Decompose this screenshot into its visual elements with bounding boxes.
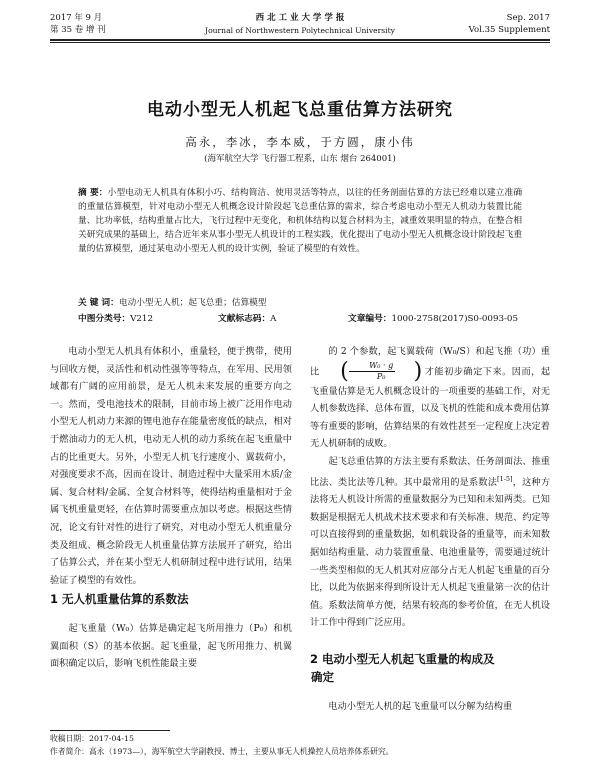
header-journal-cn: 西 北 工 业 大 学 学 报: [255, 13, 345, 23]
right-paragraph-1-end: 才能初步确定下来。因而，起飞重量估算是无人机概念设计的一项重要的基础工作，对无人机参数选择、总体布置，以及飞机的性能和成本费用估算等有重要的影响，估算结果的有效性甚至一定程度上决定着无人机研制的成败。: [310, 366, 551, 450]
header-journal-en: Journal of Northwestern Polytechnical University: [205, 26, 395, 35]
right-column: [310, 343, 550, 632]
left-column-section1: [50, 620, 292, 673]
clc-label: 中图分类号：: [78, 314, 131, 324]
section-2-heading-line1: 2 电动小型无人机起飞重量的构成及: [310, 652, 495, 666]
paper-title: 电动小型无人机起飞总重估算方法研究: [147, 100, 453, 120]
keywords-text: 电动小型无人机；起飞总重；估算模型: [118, 298, 267, 308]
header-date-en: Sep. 2017: [506, 13, 550, 23]
author-list: 高永，李冰，李本威，于方圆，康小伟: [185, 135, 415, 149]
abstract: [78, 186, 522, 256]
keywords-label: 关 键 词：: [78, 298, 119, 308]
header-rule-thin: [50, 42, 550, 43]
footnote-received: 收稿日期：2017-04-15: [50, 734, 134, 743]
doc-code-label: 文献标志码：: [218, 314, 271, 324]
right-paragraph-1: [310, 343, 550, 453]
affiliation: (海军航空大学 飞行器工程系，山东 烟台 264001): [204, 154, 396, 164]
abstract-text: 小型电动无人机具有体积小巧、结构简洁、使用灵活等特点，以往的任务剖面估算的方法已经难以建立准确的重量估算模型，针对电动小型无人机概念设计阶段起飞总重估算的需求，综合考虑电动小型无人机动力装置比能量、比功率低，结构重量占比大，飞行过程中无变化，和机体结构以复合材料为主，减重效果明显的特点，在整合相关研究成果的基础上，结合近年来从事小型无人机设计的工程实践，优化提出了电动小型无人机概念设计阶段起飞重量的估算模型，通过某电动小型无人机的设计实例，验证了模型的有效性。: [78, 188, 523, 254]
abstract-label: 摘 要：: [78, 188, 108, 198]
section-1-heading: 1 无人机重量估算的系数法: [50, 592, 189, 606]
citation-ref: [1-5]: [497, 474, 513, 483]
keywords: [78, 296, 522, 310]
formula-denominator: P₀: [376, 372, 386, 382]
right-column-section2: [310, 698, 550, 716]
section-2-heading-line2: 确定: [311, 670, 334, 684]
classification-line: [78, 312, 518, 326]
header-volume-en: Vol.35 Supplement: [468, 25, 550, 35]
right-paragraph-2-start: 起飞总重估算的方法主要有系数法、任务剖面法、推重比法、类比法等几种。其中最常用的是系数法: [310, 455, 550, 488]
footnote-rule: [50, 730, 170, 731]
right-paragraph-2: [310, 453, 550, 632]
formula-numerator: W₀ · g: [349, 361, 396, 372]
right-paragraph-2-end: ，这种方法将无人机设计所需的重量数据分为已知和未知两类。已知数据是根据无人机战术技术要求和有关标准、规范、约定等可以直接得到的重量数据，如机载设备的重量等，而未知数据如结构重量、动力装置重量、电池重量等，需要通过统计一些类型相似的无人机其对应部分占无人机起飞重量的百分比，以此为依据来得到所设计无人机起飞重量第一次的估计值。系数法简单方便，结果有较高的参考价值，在无人机设计工作中得到广泛应用。: [310, 476, 551, 629]
section-2-paragraph: 电动小型无人机的起飞重量可以分解为结构重: [328, 701, 513, 712]
intro-paragraph: 电动小型无人机具有体积小，重量轻，便于携带，使用与回收方便，灵活性和机动性强等等特点，在军用、民用领域都有广阔的应用前景，是无人机未来发展的重要方向之一。然而，受电池技术的限制，目前市场上被广泛用作电动小型无人机动力来源的锂电池存在能量密度低的缺点，相对于燃油动力的无人机，电动无人机的动力系统在起飞重量中占的比重更大。另外，小型无人机飞行速度小、翼载荷小，对强度要求不高，因而在设计、制造过程中大量采用木质/金属、复合材料/金属、全复合材料等，使得结构重量相对于金属飞机重量更轻，在估算时需要重点加以考虑。根据这些情况，论文有针对性的进行了研究，对电动小型无人机重量分类及组成、概念阶段无人机重量估算方法展开了研究，给出了估算公式，并在某小型无人机研制过程中进行试用，结果验证了模型的有效性。: [50, 346, 292, 586]
section-1-paragraph: 起飞重量（W₀）估算是确定起飞所用推力（P₀）和机翼面积（S）的基本依据。起飞重量，起飞所用推力、机翼面积确定以后，影响飞机性能最主要: [50, 623, 292, 670]
section-2-heading: [310, 650, 495, 686]
right-paragraph-1-start: 的 2 个参数，起飞翼载荷（W₀/S）和起飞推（功）重比: [310, 346, 550, 378]
left-column: [50, 343, 292, 589]
footnote-author: 作者简介：高永（1973—），海军航空大学副教授、博士，主要从事无人机操控人员培养体系研究。: [50, 747, 394, 756]
header-rule: [50, 39, 550, 41]
thrust-weight-formula: ( $\frac{\text{W₀ · g}}{\text{P₀}}$ ): [340, 358, 423, 384]
header-volume: 第 35 卷 增 刊: [50, 25, 106, 35]
clc-value: V212: [130, 314, 153, 324]
article-id-label: 文章编号：: [348, 314, 392, 324]
doc-code-value: A: [270, 314, 277, 324]
header-date: 2017 年 9 月: [50, 13, 103, 23]
article-id-value: 1000-2758(2017)S0-0093-05: [391, 314, 518, 324]
